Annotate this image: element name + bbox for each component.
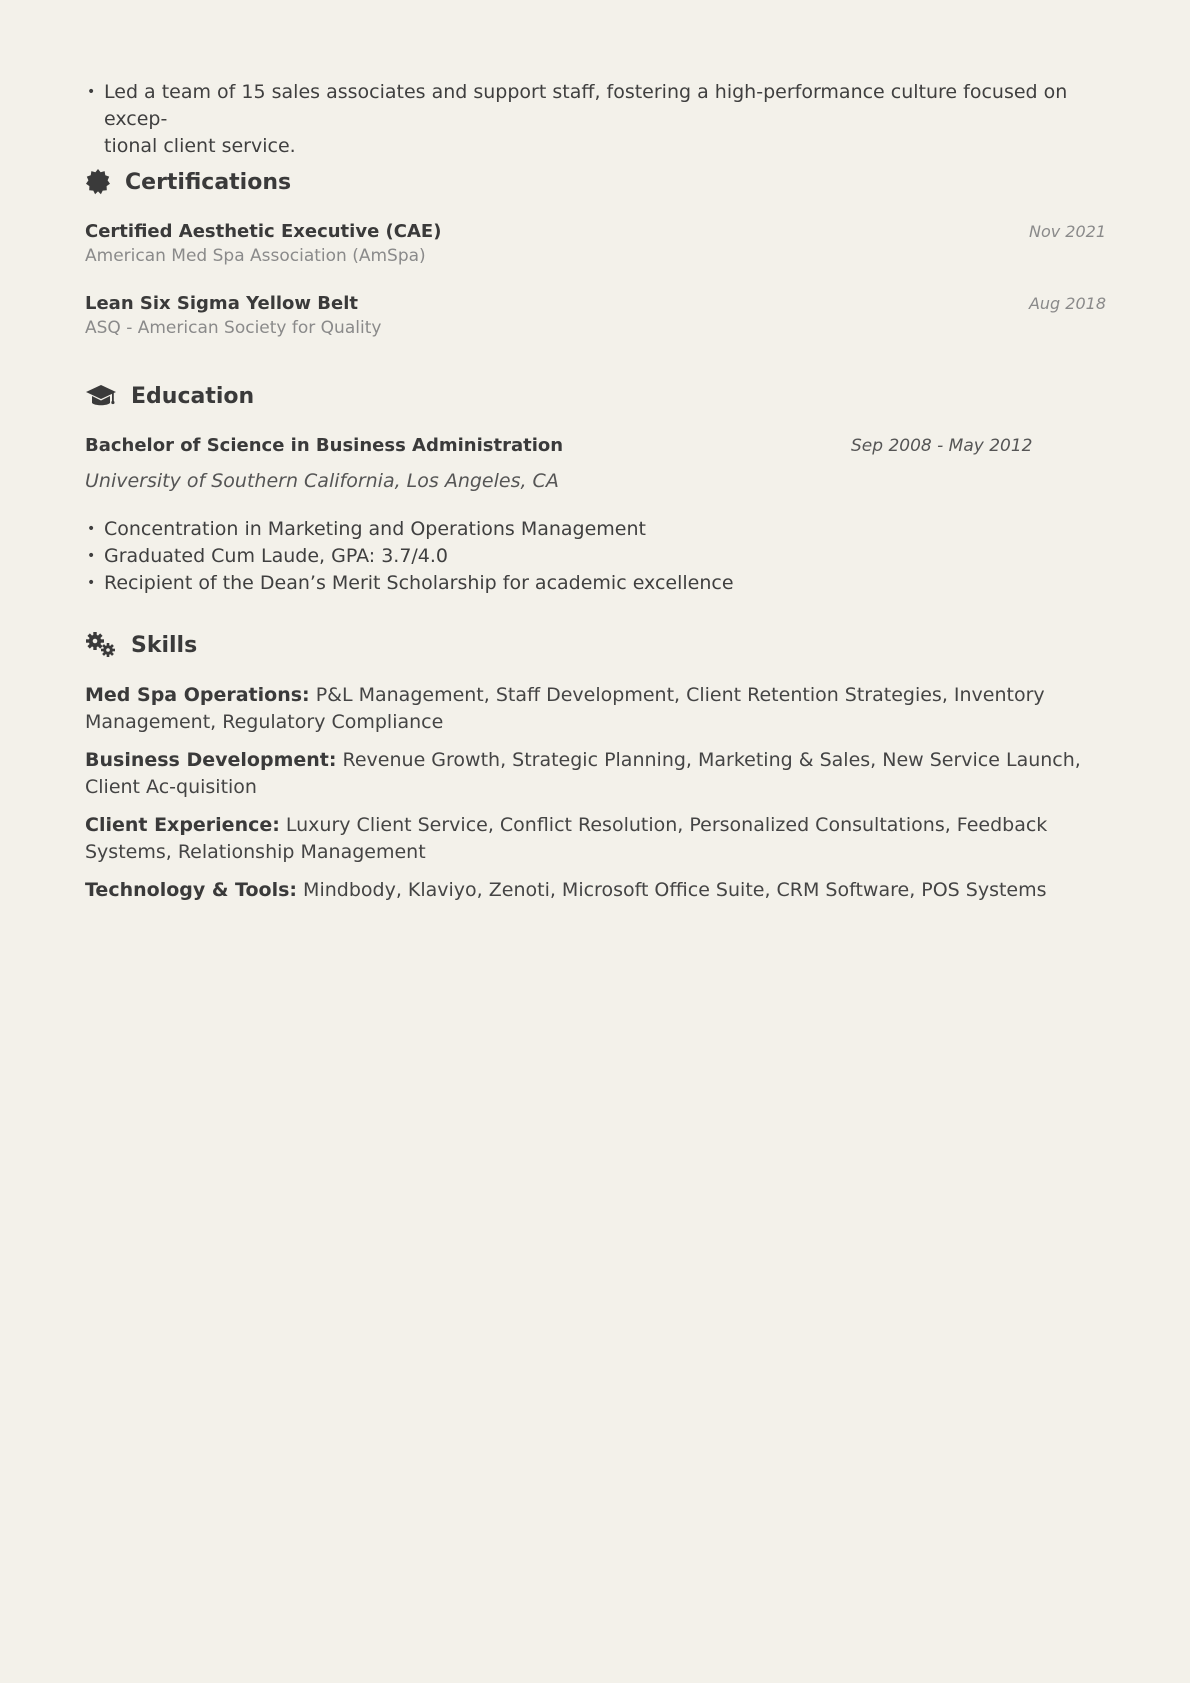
certification-org: ASQ - American Society for Quality bbox=[85, 318, 382, 338]
certification-org: American Med Spa Association (AmSpa) bbox=[85, 246, 426, 266]
education-bullet bbox=[85, 543, 1085, 570]
skill-category: Med Spa Operations: bbox=[85, 684, 310, 706]
certification-title: Certified Aesthetic Executive (CAE) bbox=[85, 221, 442, 242]
education-heading-row bbox=[85, 382, 254, 410]
skill-list: P&L Management, Staff Development, Client Retention Strategies, Inventory Management, Regulatory Compliance bbox=[85, 684, 1045, 733]
experience-bullet-list bbox=[85, 79, 1095, 160]
education-bullet bbox=[85, 570, 1085, 597]
education-bullet bbox=[85, 516, 1085, 543]
certification-date: Nov 2021 bbox=[1028, 222, 1106, 241]
experience-bullet-text-line1: Led a team of 15 sales associates and support staff, fostering a high-performance culture focused on excep- bbox=[104, 81, 1068, 130]
school-name: University of Southern California, Los Angeles, CA bbox=[85, 470, 559, 492]
certification-date: Aug 2018 bbox=[1028, 294, 1106, 313]
skill-row bbox=[85, 812, 1095, 866]
skill-list: Luxury Client Service, Conflict Resolution, Personalized Consultations, Feedback Systems, Relationship Management bbox=[85, 814, 1048, 863]
education-bullet-text: Recipient of the Dean’s Merit Scholarship for academic excellence bbox=[104, 572, 734, 594]
bullet-dot: • bbox=[87, 84, 96, 100]
bullet-dot: • bbox=[87, 548, 96, 564]
certifications-heading: Certifications bbox=[125, 169, 292, 195]
skill-category: Business Development: bbox=[85, 749, 337, 771]
skill-list: Mindbody, Klaviyo, Zenoti, Microsoft Office Suite, CRM Software, POS Systems bbox=[297, 879, 1047, 901]
resume-page bbox=[85, 0, 1105, 1683]
bullet-dot: • bbox=[87, 575, 96, 591]
gears-icon bbox=[85, 631, 117, 659]
skill-row bbox=[85, 877, 1095, 904]
certification-entry bbox=[85, 292, 1106, 340]
skill-list: Revenue Growth, Strategic Planning, Marketing & Sales, New Service Launch, Client Ac-quisition bbox=[85, 749, 1081, 798]
bullet-dot: • bbox=[87, 521, 96, 537]
skill-category: Technology & Tools: bbox=[85, 879, 298, 901]
skill-row bbox=[85, 747, 1095, 801]
education-bullet-text: Concentration in Marketing and Operations Management bbox=[104, 518, 646, 540]
skills-heading-row bbox=[85, 631, 197, 659]
degree-title: Bachelor of Science in Business Administration bbox=[85, 435, 564, 456]
education-bullet-list bbox=[85, 516, 1085, 597]
graduation-cap-icon bbox=[85, 382, 117, 410]
degree-dates: Sep 2008 - May 2012 bbox=[851, 436, 1033, 456]
education-heading: Education bbox=[131, 383, 255, 409]
certification-title: Lean Six Sigma Yellow Belt bbox=[85, 293, 358, 314]
certification-entry bbox=[85, 220, 1106, 268]
experience-bullet-text-line2: tional client service. bbox=[104, 135, 296, 157]
skill-category: Client Experience: bbox=[85, 814, 280, 836]
skill-row bbox=[85, 682, 1095, 736]
education-bullet-text: Graduated Cum Laude, GPA: 3.7/4.0 bbox=[104, 545, 449, 567]
certifications-heading-row bbox=[85, 168, 291, 196]
experience-bullet bbox=[85, 79, 1095, 160]
certificate-icon bbox=[85, 168, 111, 196]
skills-heading: Skills bbox=[131, 632, 198, 658]
